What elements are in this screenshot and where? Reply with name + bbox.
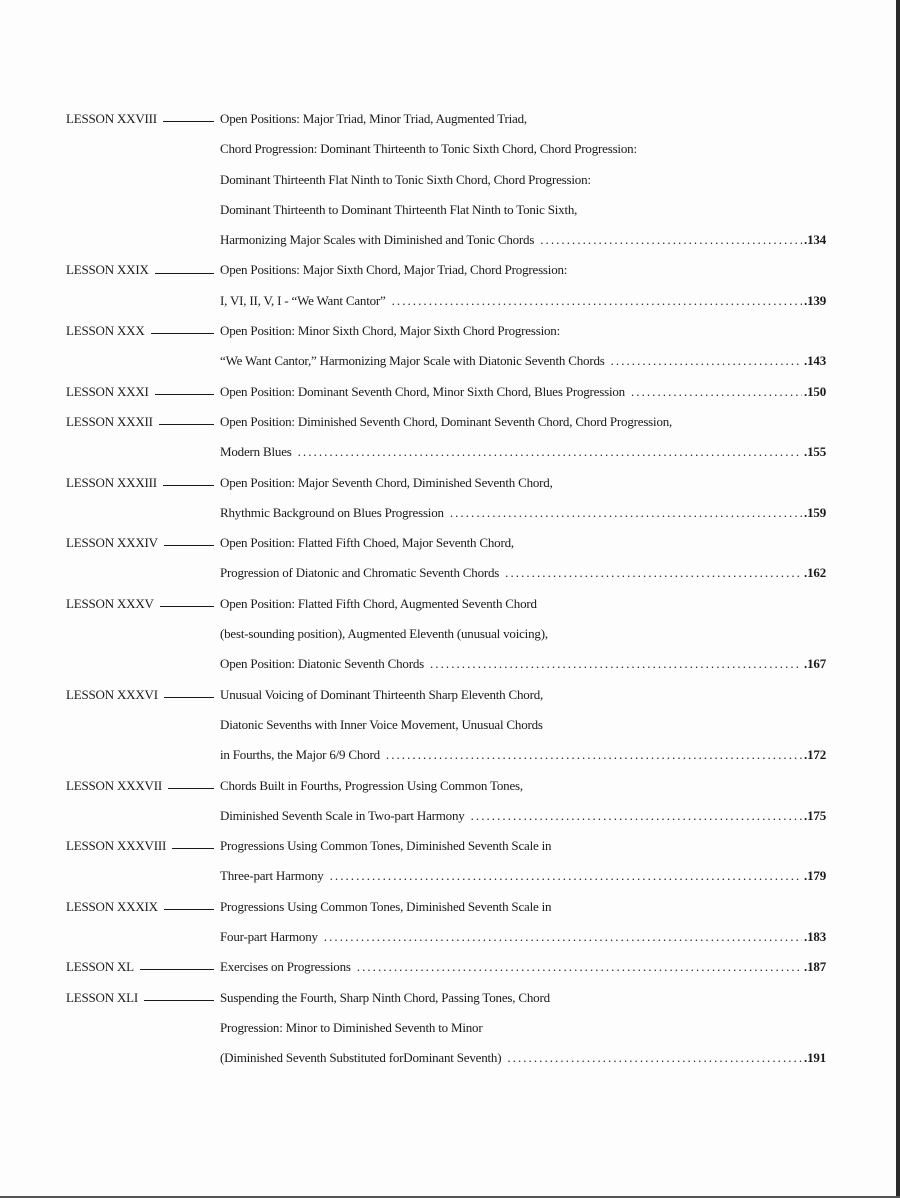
lesson-label: [66, 468, 218, 498]
entry-topic-text: “We Want Cantor,” Harmonizing Major Scale with Diatonic Seventh Chords: [220, 353, 605, 369]
lesson-number: LESSON XXX: [66, 323, 145, 339]
page-number[interactable]: .162: [804, 565, 826, 581]
lesson-label: [66, 892, 218, 922]
toc-line: [66, 771, 826, 801]
toc-entry: [66, 771, 826, 832]
lesson-label: [66, 316, 218, 346]
entry-text-row: [220, 407, 826, 437]
toc-line: [66, 407, 826, 437]
leader-rule: [155, 394, 214, 395]
entry-text-row: [220, 558, 826, 588]
toc-line: [66, 892, 826, 922]
page-number[interactable]: .187: [804, 959, 826, 975]
entry-topic-text: Suspending the Fourth, Sharp Ninth Chord, Passing Tones, Chord: [220, 989, 550, 1005]
toc-line: [66, 528, 826, 558]
table-of-contents: [66, 104, 826, 1074]
toc-line: [66, 710, 826, 740]
lesson-label: [66, 407, 218, 437]
entry-text-row: [220, 619, 826, 649]
dot-leader: [505, 558, 802, 588]
page-number[interactable]: .172: [804, 747, 826, 763]
dot-leader: [631, 377, 802, 407]
toc-entry: [66, 104, 826, 255]
entry-text-row: [220, 134, 826, 164]
dot-leader: [386, 740, 802, 770]
toc-line: [66, 801, 826, 831]
entry-text-row: [220, 861, 826, 891]
leader-rule: [144, 1000, 214, 1001]
entry-text-row: [220, 740, 826, 770]
toc-line: [66, 649, 826, 679]
lesson-label: [66, 528, 218, 558]
toc-line: [66, 740, 826, 770]
toc-entry: [66, 528, 826, 589]
toc-line: [66, 165, 826, 195]
page-number[interactable]: .150: [804, 383, 826, 399]
toc-entry: [66, 255, 826, 316]
dot-leader: [507, 1043, 802, 1073]
toc-entry: [66, 831, 826, 892]
toc-entry: [66, 468, 826, 529]
dot-leader: [611, 346, 802, 376]
entry-text-row: [220, 952, 826, 982]
entry-text-row: [220, 286, 826, 316]
dot-leader: [330, 861, 802, 891]
lesson-label: [66, 255, 218, 285]
entry-topic-text: Exercises on Progressions: [220, 959, 351, 975]
page-number[interactable]: .143: [804, 353, 826, 369]
entry-text-row: [220, 225, 826, 255]
toc-entry: [66, 983, 826, 1074]
leader-rule: [160, 606, 214, 607]
dot-leader: [357, 952, 802, 982]
entry-text-row: [220, 498, 826, 528]
entry-text-row: [220, 831, 826, 861]
lesson-number: LESSON XXXVII: [66, 777, 162, 793]
entry-text-row: [220, 589, 826, 619]
entry-topic-text: I, VI, II, V, I - “We Want Cantor”: [220, 292, 386, 308]
leader-rule: [168, 788, 214, 789]
lesson-label: [66, 680, 218, 710]
lesson-number: LESSON XXXVI: [66, 686, 158, 702]
entry-text-row: [220, 922, 826, 952]
toc-line: [66, 1043, 826, 1073]
lesson-number: LESSON XXXIII: [66, 474, 157, 490]
page-number[interactable]: .139: [804, 292, 826, 308]
toc-line: [66, 1013, 826, 1043]
toc-line: [66, 468, 826, 498]
entry-text-row: [220, 1013, 826, 1043]
toc-entry: [66, 377, 826, 407]
entry-topic-text: Modern Blues: [220, 444, 292, 460]
entry-text-row: [220, 892, 826, 922]
leader-rule: [163, 485, 214, 486]
toc-line: [66, 498, 826, 528]
toc-entry: [66, 407, 826, 468]
toc-line: [66, 195, 826, 225]
toc-line: [66, 437, 826, 467]
lesson-number: LESSON XL: [66, 959, 134, 975]
toc-line: [66, 952, 826, 982]
lesson-number: LESSON XXXI: [66, 383, 149, 399]
entry-text-row: [220, 680, 826, 710]
entry-topic-text: Open Position: Diatonic Seventh Chords: [220, 656, 424, 672]
entry-text-row: [220, 983, 826, 1013]
entry-topic-text: Rhythmic Background on Blues Progression: [220, 504, 444, 520]
lesson-number: LESSON XXXIV: [66, 535, 158, 551]
entry-text-row: [220, 1043, 826, 1073]
entry-topic-text: Dominant Thirteenth to Dominant Thirteenth Flat Ninth to Tonic Sixth,: [220, 201, 578, 217]
lesson-number: LESSON XXXIX: [66, 898, 158, 914]
entry-topic-text: Diminished Seventh Scale in Two-part Harmony: [220, 807, 465, 823]
toc-line: [66, 346, 826, 376]
entry-topic-text: Progressions Using Common Tones, Diminished Seventh Scale in: [220, 838, 552, 854]
dot-leader: [471, 801, 802, 831]
toc-line: [66, 983, 826, 1013]
lesson-label: [66, 104, 218, 134]
entry-text-row: [220, 316, 826, 346]
toc-entry: [66, 316, 826, 377]
page-right-edge: [896, 0, 900, 1198]
dot-leader: [298, 437, 802, 467]
entry-topic-text: Open Positions: Major Triad, Minor Triad, Augmented Triad,: [220, 111, 527, 126]
lesson-label: [66, 771, 218, 801]
entry-text-row: [220, 165, 826, 195]
leader-rule: [140, 969, 214, 970]
page-number[interactable]: .191: [804, 1050, 826, 1066]
entry-topic-text: Open Positions: Major Sixth Chord, Major Triad, Chord Progression:: [220, 262, 568, 278]
toc-line: [66, 831, 826, 861]
entry-topic-text: Open Position: Major Seventh Chord, Diminished Seventh Chord,: [220, 474, 553, 490]
page-number[interactable]: .179: [804, 868, 826, 884]
lesson-number: LESSON XXXII: [66, 413, 153, 429]
entry-text-row: [220, 346, 826, 376]
entry-topic-text: Open Position: Flatted Fifth Chord, Augmented Seventh Chord: [220, 595, 537, 611]
entry-topic-text: Progression: Minor to Diminished Seventh to Minor: [220, 1019, 483, 1035]
entry-topic-text: Diatonic Sevenths with Inner Voice Movement, Unusual Chords: [220, 716, 543, 732]
page-number[interactable]: .175: [804, 807, 826, 823]
leader-rule: [159, 424, 214, 425]
toc-line: [66, 377, 826, 407]
toc-line: [66, 134, 826, 164]
lesson-number: LESSON XXXV: [66, 595, 154, 611]
entry-text-row: [220, 710, 826, 740]
entry-topic-text: Harmonizing Major Scales with Diminished and Tonic Chords: [220, 232, 535, 248]
toc-line: [66, 255, 826, 285]
entry-text-row: [220, 649, 826, 679]
toc-entry: [66, 589, 826, 680]
entry-topic-text: Open Position: Flatted Fifth Choed, Major Seventh Chord,: [220, 535, 514, 551]
entry-topic-text: Unusual Voicing of Dominant Thirteenth Sharp Eleventh Chord,: [220, 686, 544, 702]
page-number[interactable]: .155: [804, 444, 826, 460]
entry-topic-text: Four-part Harmony: [220, 929, 318, 945]
lesson-number: LESSON XXVIII: [66, 111, 157, 126]
entry-topic-text: Progression of Diatonic and Chromatic Seventh Chords: [220, 565, 500, 581]
toc-line: [66, 286, 826, 316]
lesson-number: LESSON XLI: [66, 989, 139, 1005]
entry-topic-text: Chords Built in Fourths, Progression Using Common Tones,: [220, 777, 523, 793]
entry-text-row: [220, 437, 826, 467]
entry-text-row: [220, 255, 826, 285]
leader-rule: [163, 121, 214, 122]
lesson-label: [66, 983, 218, 1013]
dot-leader: [324, 922, 802, 952]
lesson-label: [66, 589, 218, 619]
toc-line: [66, 316, 826, 346]
entry-topic-text: Chord Progression: Dominant Thirteenth to Tonic Sixth Chord, Chord Progression:: [220, 141, 637, 157]
entry-text-row: [220, 468, 826, 498]
entry-topic-text: Progressions Using Common Tones, Diminished Seventh Scale in: [220, 898, 552, 914]
page-number[interactable]: .183: [804, 929, 826, 945]
entry-text-row: [220, 801, 826, 831]
toc-entry: [66, 680, 826, 771]
entry-topic-text: (Diminished Seventh Substituted forDominant Seventh): [220, 1050, 502, 1066]
toc-line: [66, 680, 826, 710]
toc-line: [66, 922, 826, 952]
entry-text-row: [220, 195, 826, 225]
toc-line: [66, 225, 826, 255]
lesson-label: [66, 952, 218, 982]
leader-rule: [155, 273, 214, 274]
toc-line: [66, 619, 826, 649]
page-number[interactable]: .134: [804, 232, 826, 248]
leader-rule: [164, 909, 214, 910]
toc-line: [66, 861, 826, 891]
lesson-number: LESSON XXXVIII: [66, 838, 167, 854]
entry-text-row: [220, 771, 826, 801]
entry-topic-text: (best-sounding position), Augmented Eleventh (unusual voicing),: [220, 626, 548, 642]
entry-text-row: [220, 104, 826, 134]
leader-rule: [172, 848, 214, 849]
entry-topic-text: in Fourths, the Major 6/9 Chord: [220, 747, 380, 763]
entry-text-row: [220, 377, 826, 407]
entry-topic-text: Open Position: Dominant Seventh Chord, Minor Sixth Chord, Blues Progression: [220, 383, 625, 399]
toc-line: [66, 589, 826, 619]
toc-entry: [66, 892, 826, 953]
page-number[interactable]: .167: [804, 656, 826, 672]
entry-topic-text: Dominant Thirteenth Flat Ninth to Tonic Sixth Chord, Chord Progression:: [220, 171, 591, 187]
entry-topic-text: Open Position: Minor Sixth Chord, Major Sixth Chord Progression:: [220, 323, 561, 339]
toc-line: [66, 104, 826, 134]
leader-rule: [151, 333, 214, 334]
lesson-number: LESSON XXIX: [66, 262, 149, 278]
lesson-label: [66, 377, 218, 407]
entry-text-row: [220, 528, 826, 558]
dot-leader: [450, 498, 802, 528]
entry-topic-text: Three-part Harmony: [220, 868, 324, 884]
dot-leader: [540, 225, 802, 255]
lesson-label: [66, 831, 218, 861]
dot-leader: [392, 286, 802, 316]
entry-topic-text: Open Position: Diminished Seventh Chord, Dominant Seventh Chord, Chord Progression,: [220, 413, 673, 429]
toc-entry: [66, 952, 826, 982]
page-number[interactable]: .159: [804, 504, 826, 520]
dot-leader: [430, 649, 802, 679]
leader-rule: [164, 697, 214, 698]
leader-rule: [164, 545, 214, 546]
toc-line: [66, 558, 826, 588]
